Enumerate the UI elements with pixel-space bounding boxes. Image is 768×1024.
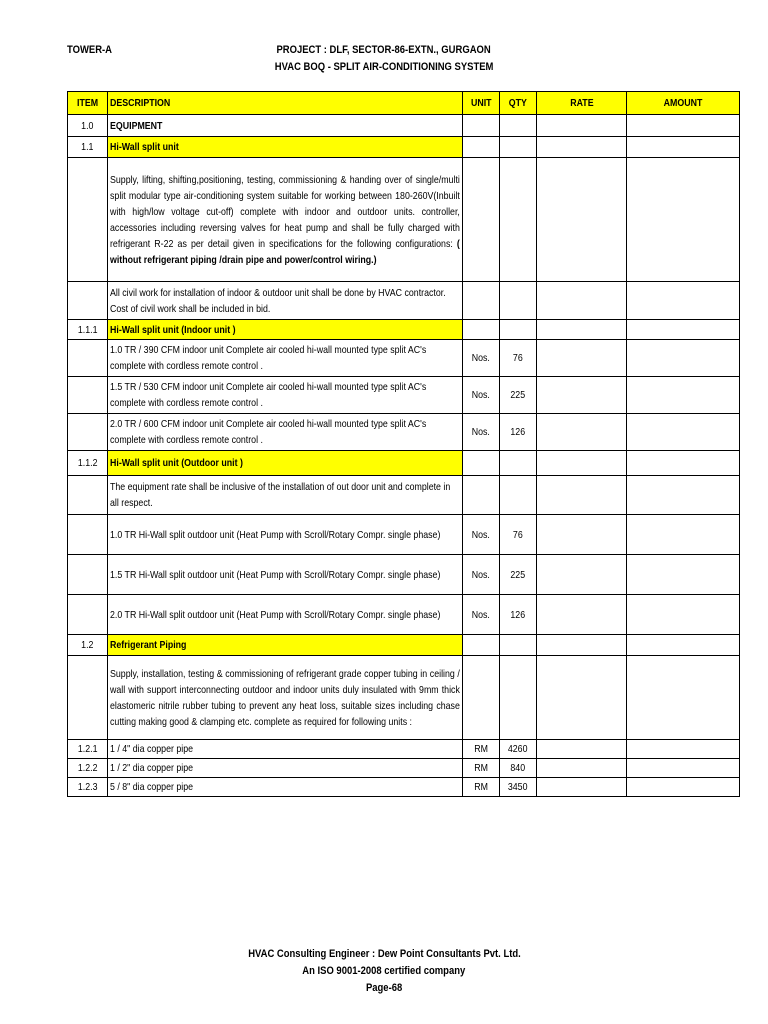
- item-description: 1 / 4" dia copper pipe: [108, 740, 463, 759]
- qty-cell: 225: [500, 377, 537, 414]
- item-description: 1.0 TR Hi-Wall split outdoor unit (Heat Pump with Scroll/Rotary Compr. single phase): [108, 515, 463, 555]
- item-description: 1 / 2" dia copper pipe: [108, 759, 463, 778]
- table-row: [68, 377, 740, 414]
- boq-table: [67, 91, 740, 797]
- item-number: 1.2: [68, 635, 108, 656]
- table-row: [68, 759, 740, 778]
- qty-cell: 225: [500, 555, 537, 595]
- qty-cell: 76: [500, 340, 537, 377]
- unit-cell: Nos.: [463, 595, 500, 635]
- table-row: [68, 282, 740, 320]
- qty-cell: 4260: [500, 740, 537, 759]
- section-heading: Hi-Wall split unit: [108, 137, 463, 158]
- unit-cell: Nos.: [463, 414, 500, 451]
- item-description: 2.0 TR Hi-Wall split outdoor unit (Heat Pump with Scroll/Rotary Compr. single phase): [108, 595, 463, 635]
- unit-cell: Nos.: [463, 340, 500, 377]
- table-row: [68, 320, 740, 340]
- item-number: 1.2.1: [68, 740, 108, 759]
- section-heading: Refrigerant Piping: [108, 635, 463, 656]
- item-description: All civil work for installation of indoor & outdoor unit shall be done by HVAC contractor. Cost of civil work shall be included in bid.: [108, 282, 463, 320]
- table-row: [68, 595, 740, 635]
- qty-cell: 126: [500, 414, 537, 451]
- qty-cell: 126: [500, 595, 537, 635]
- item-description: Supply, lifting, shifting,positioning, testing, commissioning & handing over of single/multi split modular type air-conditioning system suitable for working between 180-260V(Inbuilt with high/low voltage cut-off) complete with indoor and outdoor units. controller, accessories including reversing valves for heat pump and shall be fully charged with refrigerant R-22 as per detail given in specifications for the following configurations: ( without refrigerant piping /drain pipe and power/control wiring.): [108, 158, 463, 282]
- table-row: [68, 515, 740, 555]
- col-description: DESCRIPTION: [108, 92, 463, 115]
- table-row: [68, 635, 740, 656]
- unit-cell: Nos.: [463, 377, 500, 414]
- table-row: [68, 476, 740, 515]
- item-description: 1.5 TR / 530 CFM indoor unit Complete air cooled hi-wall mounted type split AC's complete with cordless remote control .: [108, 377, 463, 414]
- page-number: Page-68: [365, 982, 403, 994]
- item-description: Supply, installation, testing & commissioning of refrigerant grade copper tubing in ceiling / wall with support interconnecting outdoor and indoor units duly insulated with 9mm thick elastomeric nitrile rubber tubing to prevent any heat loss, suitable sizes including chase cutting making good & clamping etc. complete as required for following units :: [108, 656, 463, 740]
- qty-cell: 76: [500, 515, 537, 555]
- unit-cell: Nos.: [463, 555, 500, 595]
- table-header-row: [68, 92, 740, 115]
- col-qty: QTY: [500, 92, 537, 115]
- table-row: [68, 115, 740, 137]
- item-description: 5 / 8" dia copper pipe: [108, 778, 463, 797]
- section-heading: Hi-Wall split unit (Indoor unit ): [108, 320, 463, 340]
- table-row: [68, 778, 740, 797]
- unit-cell: Nos.: [463, 515, 500, 555]
- item-number: 1.1.1: [68, 320, 108, 340]
- col-amount: AMOUNT: [627, 92, 740, 115]
- footer-consultant: HVAC Consulting Engineer : Dew Point Consultants Pvt. Ltd.: [247, 948, 521, 960]
- item-number: 1.2.2: [68, 759, 108, 778]
- qty-cell: 840: [500, 759, 537, 778]
- table-row: [68, 340, 740, 377]
- table-row: [68, 740, 740, 759]
- table-row: [68, 451, 740, 476]
- table-row: [68, 555, 740, 595]
- item-number: 1.1.2: [68, 451, 108, 476]
- unit-cell: RM: [463, 778, 500, 797]
- item-number: 1.1: [68, 137, 108, 158]
- table-row: [68, 137, 740, 158]
- section-heading: Hi-Wall split unit (Outdoor unit ): [108, 451, 463, 476]
- col-unit: UNIT: [463, 92, 500, 115]
- col-rate: RATE: [537, 92, 627, 115]
- footer-certification: An ISO 9001-2008 certified company: [302, 965, 466, 977]
- item-number: 1.0: [68, 115, 108, 137]
- table-row: [68, 656, 740, 740]
- item-description: 1.5 TR Hi-Wall split outdoor unit (Heat Pump with Scroll/Rotary Compr. single phase): [108, 555, 463, 595]
- item-number: 1.2.3: [68, 778, 108, 797]
- tower-label: TOWER-A: [67, 44, 113, 56]
- table-row: [68, 158, 740, 282]
- item-description: 2.0 TR / 600 CFM indoor unit Complete air cooled hi-wall mounted type split AC's complete with cordless remote control .: [108, 414, 463, 451]
- project-title: PROJECT : DLF, SECTOR-86-EXTN., GURGAON: [276, 44, 492, 56]
- item-description: EQUIPMENT: [108, 115, 463, 137]
- unit-cell: RM: [463, 759, 500, 778]
- unit-cell: RM: [463, 740, 500, 759]
- col-item: ITEM: [68, 92, 108, 115]
- item-description: 1.0 TR / 390 CFM indoor unit Complete air cooled hi-wall mounted type split AC's complete with cordless remote control .: [108, 340, 463, 377]
- table-row: [68, 414, 740, 451]
- qty-cell: 3450: [500, 778, 537, 797]
- item-description: The equipment rate shall be inclusive of the installation of out door unit and complete in all respect.: [108, 476, 463, 515]
- boq-subtitle: HVAC BOQ - SPLIT AIR-CONDITIONING SYSTEM: [274, 61, 494, 73]
